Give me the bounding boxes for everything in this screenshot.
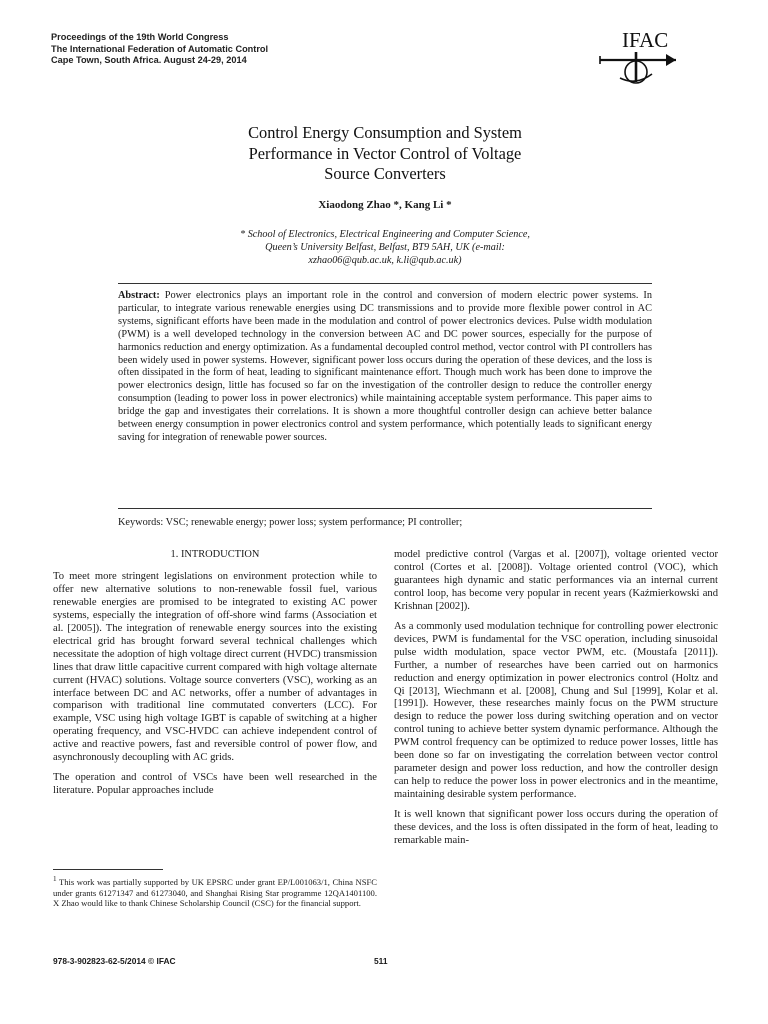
title-line: Control Energy Consumption and System bbox=[248, 123, 522, 142]
header-line: Cape Town, South Africa. August 24-29, 2014 bbox=[51, 55, 247, 65]
body-paragraph: The operation and control of VSCs have been well researched in the literature. Popular approaches include bbox=[53, 772, 377, 797]
body-paragraph: To meet more stringent legislations on environment protection while to offer new alternative solutions to non-renewable fossil fuel, various renewable energies are promised to be integrated to existing AC power systems, especially the integration of off-shore wind farms (Association et al. [2005]). The integration of renewable energy sources into the existing electrical grid has brought forward several technical challenges which necessitate the adoption of high voltage direct current (HVDC) transmission lines that draw little capacitive current compared with high voltage alternate current (HVAC) solutions. Voltage source converters (VSC), working as an interface between DC and AC networks, offer a number of advantages in comparison with traditional line commutated converters (LCC). For example, VSC using high voltage IGBT is capable of switching at a higher operating frequency, and VSC-HVDC can achieve independent control of active and reactive powers, fast and reversible control of power flow, and asynchronously decoupling with AC grids. bbox=[53, 570, 377, 764]
footer-isbn: 978-3-902823-62-5/2014 © IFAC bbox=[53, 956, 176, 966]
footnote bbox=[53, 874, 377, 909]
footnote-text: This work was partially supported by UK EPSRC under grant EP/L001063/1, China NSFC under grants 61271347 and 61273040, and Shanghai Rising Star programme 12QA1401100. X Zhao would like to thank Chinese Scholarship Council (CSC) for the financial support. bbox=[53, 876, 378, 909]
abstract-label: Abstract: bbox=[118, 290, 160, 301]
section-heading-introduction: 1. INTRODUCTION bbox=[170, 549, 260, 560]
left-column bbox=[53, 549, 377, 805]
paper-title bbox=[150, 123, 620, 185]
abstract-bottom-rule bbox=[118, 508, 652, 509]
header-line: The International Federation of Automatic Control bbox=[51, 43, 269, 54]
proceedings-header bbox=[51, 32, 268, 67]
abstract bbox=[118, 290, 652, 445]
page-number: 511 bbox=[374, 956, 388, 966]
footnote-rule bbox=[53, 869, 163, 870]
affiliation-line: * School of Electronics, Electrical Engineering and Computer Science, bbox=[240, 229, 530, 240]
ifac-logo-emblem-icon bbox=[598, 28, 678, 88]
ifac-logo bbox=[598, 28, 678, 88]
affiliation-line: Queen’s University Belfast, Belfast, BT9 5AH, UK (e-mail: bbox=[265, 242, 505, 253]
abstract-text: Power electronics plays an important role in the control and conversion of modern electric power systems. In particular, to integrate various renewable energies using DC transmissions and to provide more flexible power control in AC systems, significant efforts have been made in the modulation and control of power electronics devices. Pulse width modulation (PWM) is a well developed technology in the conversion between AC and DC power sources, especially for the purpose of harmonics reduction and energy optimization. As a fundamental decoupled control method, vector control with PI controllers has been widely used in power systems. However, significant power loss occurs during the operation of these devices, and the loss is often dissipated in the form of heat, leading to significant maintenance effort. Though much work has been done to improve the power electronics design, little has focused so far on the investigation of the controller design to reduce the controller energy consumption (leading to power loss in power electronics) while maintaining acceptable system performance. This paper aims to bridge the gap and investigates their correlations. It is shown a more thoughtful controller design can achieve better balance between energy consumption in power electronics control and system performance, which potentially leads to significant energy saving for integration of renewable power sources. bbox=[118, 290, 653, 443]
right-column bbox=[394, 549, 718, 855]
body-paragraph: It is well known that significant power loss occurs during the operation of these devices, and the loss is often dissipated in the form of heat, leading to remarkable main- bbox=[394, 809, 718, 847]
abstract-top-rule bbox=[118, 283, 652, 284]
keywords: Keywords: VSC; renewable energy; power loss; system performance; PI controller; bbox=[118, 517, 463, 528]
title-line: Source Converters bbox=[324, 164, 446, 183]
ifac-logo-text: IFAC bbox=[622, 28, 669, 52]
footnote-mark: 1 bbox=[53, 875, 57, 883]
header-line: Proceedings of the 19th World Congress bbox=[51, 32, 229, 42]
body-paragraph: As a commonly used modulation technique for controlling power electronic devices, PWM is fundamental for the VSC operation, including sinusoidal pulse width modulation, space vector PWM, etc. (Moustafa [2011]). Further, a number of researches have been carried out on harmonics reduction and energy optimization in power electronics control (Holtz and Qi [2013], Wiechmann et al. [2008], Chung and Sul [1999], Kolar et al. [1991]). However, these researches mainly focus on the PWM structure design to reduce the power loss during switching operation and on vector control tuning to achieve better system dynamic performance. Although the PWM control frequency can be optimized to reduce power losses, little has been done so far on investigating the correlation between vector control parameter design and power loss reduction, and how the controller design can help to reduce the power loss in power electronics and in the meantime, maintaining desirable system performance. bbox=[394, 620, 718, 801]
title-line: Performance in Vector Control of Voltage bbox=[248, 143, 522, 163]
body-paragraph: model predictive control (Vargas et al. [2007]), voltage oriented vector control (Cortes et al. [2008]). Voltage oriented control (VOC), which guarantees high dynamic and static performances via an internal current control loop, has become very popular in recent years (Kaźmierkowski and Krishnan [2002]). bbox=[394, 549, 718, 612]
paper-authors: Xiaodong Zhao *, Kang Li * bbox=[318, 199, 452, 211]
affiliation-line: xzhao06@qub.ac.uk, k.li@qub.ac.uk) bbox=[308, 255, 462, 266]
author-affiliation bbox=[150, 228, 620, 267]
